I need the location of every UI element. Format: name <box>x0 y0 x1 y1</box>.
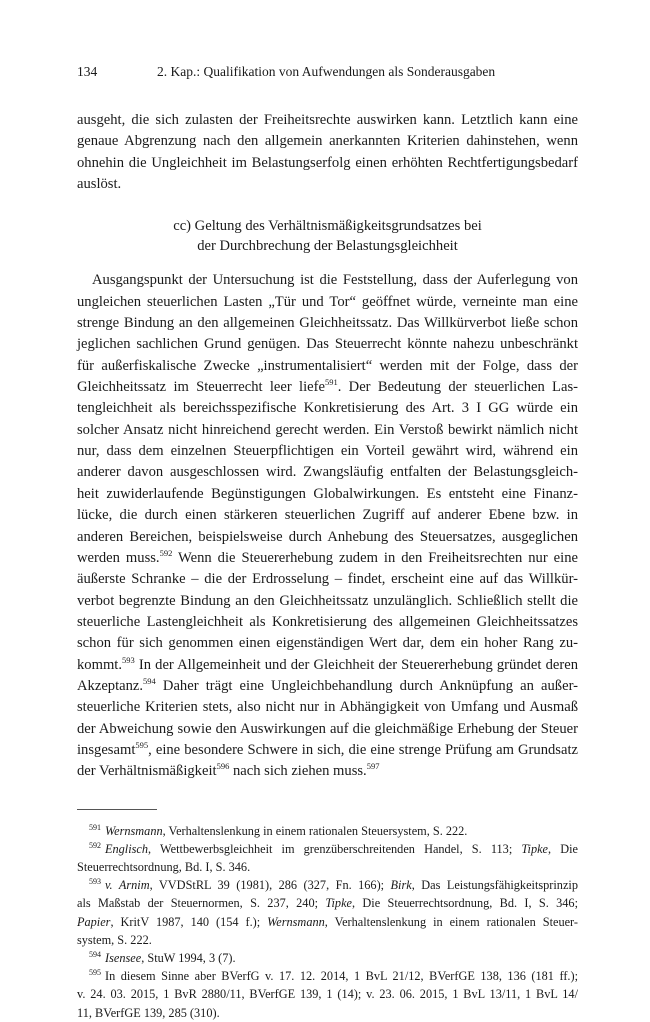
text-line <box>77 420 578 441</box>
footnote-text: Steuerrechtsordnung, Bd. I, S. 346. <box>77 860 251 874</box>
footnote-number: 594 <box>89 949 101 959</box>
footnote-number: 592 <box>89 840 101 850</box>
author-name: Wernsmann <box>267 914 325 929</box>
text-line <box>77 292 578 313</box>
text-run: solcher Ansatz nicht hinreichend gerecht werden. Ein Verstoß bewirkt nämlich nicht <box>77 421 578 438</box>
section-heading <box>77 216 578 256</box>
text-line <box>77 356 578 377</box>
main-paragraph <box>77 270 578 782</box>
footnote <box>77 949 578 967</box>
text-run: , eine besondere Schwere in sich, die eine strenge Prüfung am Grundsatz <box>148 741 578 758</box>
text-line <box>77 740 578 761</box>
author-name: Wernsmann <box>105 823 163 838</box>
running-header <box>77 62 578 82</box>
text-run: für außerfiskalische Zwecke „instrumentalisiert“ werden mit der Folge, dass der <box>77 357 578 374</box>
text-line <box>77 462 578 483</box>
text-run: Akzeptanz. <box>77 677 144 694</box>
text-line <box>77 484 578 505</box>
text-line <box>77 334 578 355</box>
text-run: Ausgangspunkt der Untersuchung ist die Feststellung, dass der Auferlegung von <box>92 272 578 289</box>
author-name: Birk <box>390 878 412 893</box>
text-run: Gleichheitssatz im Steuerrecht leer liefe <box>77 379 325 396</box>
section-heading-line: cc) Geltung des Verhältnismäßigkeitsgrundsatzes bei <box>173 218 482 235</box>
text-run: nach sich ziehen muss. <box>229 763 367 780</box>
footnote-line <box>77 967 578 985</box>
footnote-ref: 594 <box>143 675 156 686</box>
text-run: steuerliche Lastengleichheit als Konkretisierung des allgemeinen Gleichheitssatzes <box>77 613 578 630</box>
text-line <box>77 655 578 676</box>
text-run: steuerliche Kriterien stets, also nicht nur in Abhängigkeit von Umfang und Ausmaß <box>77 699 578 716</box>
footnote-ref: 597 <box>366 761 380 772</box>
text-run: jeglichen sachlichen Grund genügen. Das Steuerrecht könnte nahezu unbeschränkt <box>77 336 578 353</box>
footnote-ref: 593 <box>122 654 135 665</box>
footnote-line <box>77 1004 578 1022</box>
page-number: 134 <box>77 64 98 79</box>
text-line: auslöst. <box>77 176 122 193</box>
text-line <box>77 441 578 462</box>
footnote <box>77 840 578 876</box>
footnote-text: , StuW 1994, 3 (7). <box>141 950 236 965</box>
text-line <box>77 697 578 718</box>
text-line <box>77 719 578 740</box>
text-run: schon für sich genommen einen eigenständigen Wert dar, dem ein hoher Rang zu- <box>77 635 578 652</box>
footnote-line <box>77 876 578 894</box>
footnote-ref: 592 <box>159 547 173 558</box>
footnote-ref: 591 <box>324 377 338 388</box>
footnote-text: , KritV 1987, 140 (154 f.); <box>110 914 268 929</box>
author-name: v. Arnim <box>105 878 150 893</box>
footnote-text: v. 24. 03. 2015, 1 BvR 2880/11, BVerfGE 139, 1 (14); v. 23. 06. 2015, 1 BvL 13/11, 1 BvL 14/ <box>77 987 578 1002</box>
footnote-text: als Maßstab der Steuernormen, S. 237, 240; <box>77 896 326 911</box>
text-run: werden muss. <box>77 549 160 566</box>
text-line <box>77 761 578 782</box>
text-line <box>77 676 578 697</box>
footnote-text: , Das Leistungsfähigkeitsprinzip <box>411 878 578 893</box>
text-run: In der Allgemeinheit und der Gleichheit der Steuererhebung gründet deren <box>134 656 578 673</box>
author-name: Isensee <box>105 950 142 965</box>
footnote-number: 591 <box>89 822 101 832</box>
footnote-line <box>77 913 578 931</box>
text-run: der Abweichung sowie den Auswirkungen auf die gleichmäßige Erhebung der Steuer <box>77 720 578 737</box>
text-line: genaue Abgrenzung nach den allgemein anerkannten Kriterien dahinstehen, wenn <box>77 133 578 150</box>
text-line <box>77 591 578 612</box>
text-line <box>77 313 578 334</box>
text-run: äußerste Schranke – die der Erdrosselung – findet, erscheint eine auf das Willkür- <box>77 571 578 588</box>
footnote-ref: 596 <box>216 761 230 772</box>
author-name: Papier <box>77 914 111 929</box>
author-name: Tipke <box>521 841 549 856</box>
author-name: Tipke <box>325 896 352 911</box>
footnote-ref: 595 <box>135 739 149 750</box>
text-run: . Der Bedeutung der steuerlichen Las- <box>337 379 578 396</box>
text-line <box>77 633 578 654</box>
text-line <box>77 548 578 569</box>
text-line <box>77 505 578 526</box>
text-run: strenge Bindung an den allgemeinen Gleichheitssatz. Das Willkürverbot ließe schon <box>77 315 578 332</box>
text-run: kommt. <box>77 656 122 673</box>
book-page <box>77 62 578 1022</box>
text-run: der Verhältnismäßigkeit <box>77 763 217 780</box>
footnote-text: , Verhaltenslenkung in einem rationalen Steuersystem, S. 222. <box>162 823 468 838</box>
footnote-text: , VVDStRL 39 (1981), 286 (327, Fn. 166); <box>149 878 391 893</box>
footnote-text: , Die Steuerrechtsordnung, Bd. I, S. 346; <box>352 896 578 911</box>
footnote-line <box>77 858 578 876</box>
text-run: insgesamt <box>77 741 136 758</box>
footnote-line <box>77 840 578 858</box>
footnote <box>77 876 578 949</box>
footnote-line <box>77 931 578 949</box>
text-run: tengleichheit als bereichsspezifische Konkretisierung des Art. 3 I GG würde ein <box>77 400 578 417</box>
footnote-text: system, S. 222. <box>77 932 152 947</box>
footnote <box>77 967 578 1022</box>
footnote-text: 11, BVerfGE 139, 285 (310). <box>77 1005 220 1020</box>
author-name: Englisch <box>105 841 149 856</box>
footnote-line <box>77 949 578 967</box>
text-run: verbot begrenzte Bindung an den Gleichheitssatz unzulänglich. Schließlich stellt die <box>77 592 578 609</box>
section-heading-line: der Durchbrechung der Belastungsgleichheit <box>197 238 458 255</box>
footnote-line <box>77 822 578 840</box>
text-run: anderen Bereichen, beispielsweise durch Anhebung des Steuersatzes, ausgeglichen <box>77 528 578 545</box>
footnote-separator <box>77 809 157 810</box>
footnote-text: , Wettbewerbsgleichheit im grenzüberschreitenden Handel, S. 113; <box>148 841 522 856</box>
text-run: anderer davon ausgeschlossen wird. Zwangsläufig entfalten der Belastungsgleich- <box>77 464 578 481</box>
text-run: Wenn die Steuererhebung zudem in den Freiheitsrechten nur eine <box>172 549 578 566</box>
footnote-text: , Die <box>548 841 578 856</box>
footnote-line <box>77 894 578 912</box>
text-line <box>77 270 578 291</box>
footnote-number: 595 <box>89 968 101 978</box>
footnote-line <box>77 985 578 1003</box>
text-line: ohnehin die Ungleichheit im Belastungserfolg einen erhöhten Rechtfertigungsbedarf <box>77 154 578 171</box>
text-run: lücke, die durch einen stärkeren steuerlichen Zugriff auf anderer Ebene bzw. in <box>77 507 578 524</box>
text-line: ausgeht, die sich zulasten der Freiheitsrechte auswirken kann. Letztlich kann eine <box>77 112 578 128</box>
footnote-text: , Verhaltenslenkung in einem rationalen Steuer- <box>324 914 578 929</box>
text-run: nur, dass dem einzelnen Steuerpflichtigen ein Vorteil gewährt wird, während ein <box>77 443 578 460</box>
running-title: 2. Kap.: Qualifikation von Aufwendungen als Sonderausgaben <box>157 64 496 79</box>
footnote <box>77 822 578 840</box>
text-line <box>77 527 578 548</box>
text-line <box>77 377 578 398</box>
text-line <box>77 398 578 419</box>
text-run: ungleichen steuerlichen Lasten „Tür und Tor“ geöffnet würde, verneinte man eine <box>77 293 578 310</box>
footnote-number: 593 <box>89 877 101 887</box>
footnote-text: In diesem Sinne aber BVerfG v. 17. 12. 2014, 1 BvL 21/12, BVerfGE 138, 136 (181 ff.); <box>105 969 578 984</box>
text-run: heit zuwiderlaufende Begünstigungen Globalwirkungen. Es entsteht eine Finanz- <box>77 485 578 502</box>
intro-paragraph <box>77 110 578 195</box>
text-line <box>77 569 578 590</box>
text-line <box>77 612 578 633</box>
footnotes <box>77 822 578 1022</box>
text-run: Daher trägt eine Ungleichbehandlung durch Anknüpfung an außer- <box>155 677 578 694</box>
